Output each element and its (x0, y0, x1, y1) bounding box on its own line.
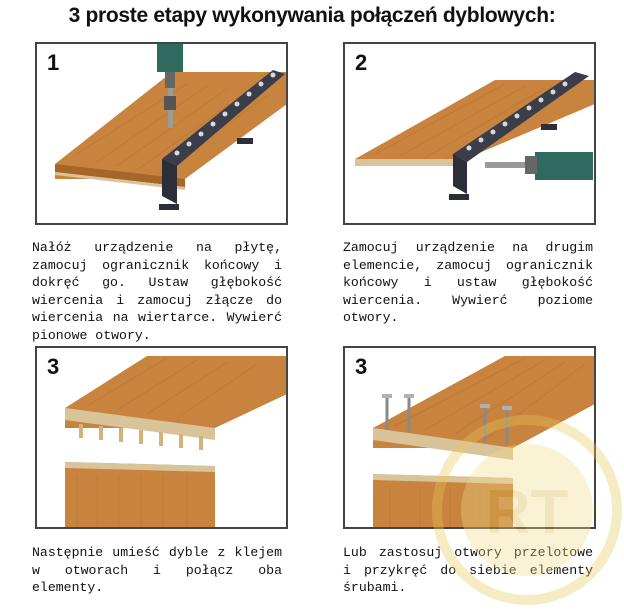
step-2-caption: Zamocuj urządzenie na drugim elemencie, zamocuj ogranicznik końcowy i ustaw głębokość wiercenia. Wywierć poziome otwory. (343, 240, 593, 326)
step-3a-number: 3 (47, 354, 60, 379)
step-3b-number: 3 (355, 354, 368, 379)
step-1-illustration (35, 42, 288, 225)
dowels-illustration (37, 348, 288, 529)
page-title: 3 proste etapy wykonywania połączeń dyblowych: (68, 4, 556, 27)
step-3-dowels-illustration (35, 346, 288, 529)
drilling-vertical-illustration (37, 44, 288, 225)
step-3b-caption: Lub zastosuj otwory przelotowe i przykręć do siebie elementy śrubami. (343, 545, 593, 596)
step-3a-caption: Następnie umieść dyble z klejem w otworach i połącz oba elementy. (32, 545, 282, 596)
step-1-caption: Nałóż urządzenie na płytę, zamocuj ogranicznik końcowy i dokręć go. Ustaw głębokość wiercenia i zamocuj złącze do wiercenia na wiertarce. Wywierć pionowe otwory. (32, 240, 282, 343)
drilling-horizontal-illustration (345, 44, 596, 225)
rt-logo-watermark (432, 415, 622, 605)
step-2-number: 2 (355, 50, 368, 75)
svg-text:RT: RT (485, 478, 569, 547)
step-2-illustration (343, 42, 596, 225)
step-1-number: 1 (47, 50, 60, 75)
